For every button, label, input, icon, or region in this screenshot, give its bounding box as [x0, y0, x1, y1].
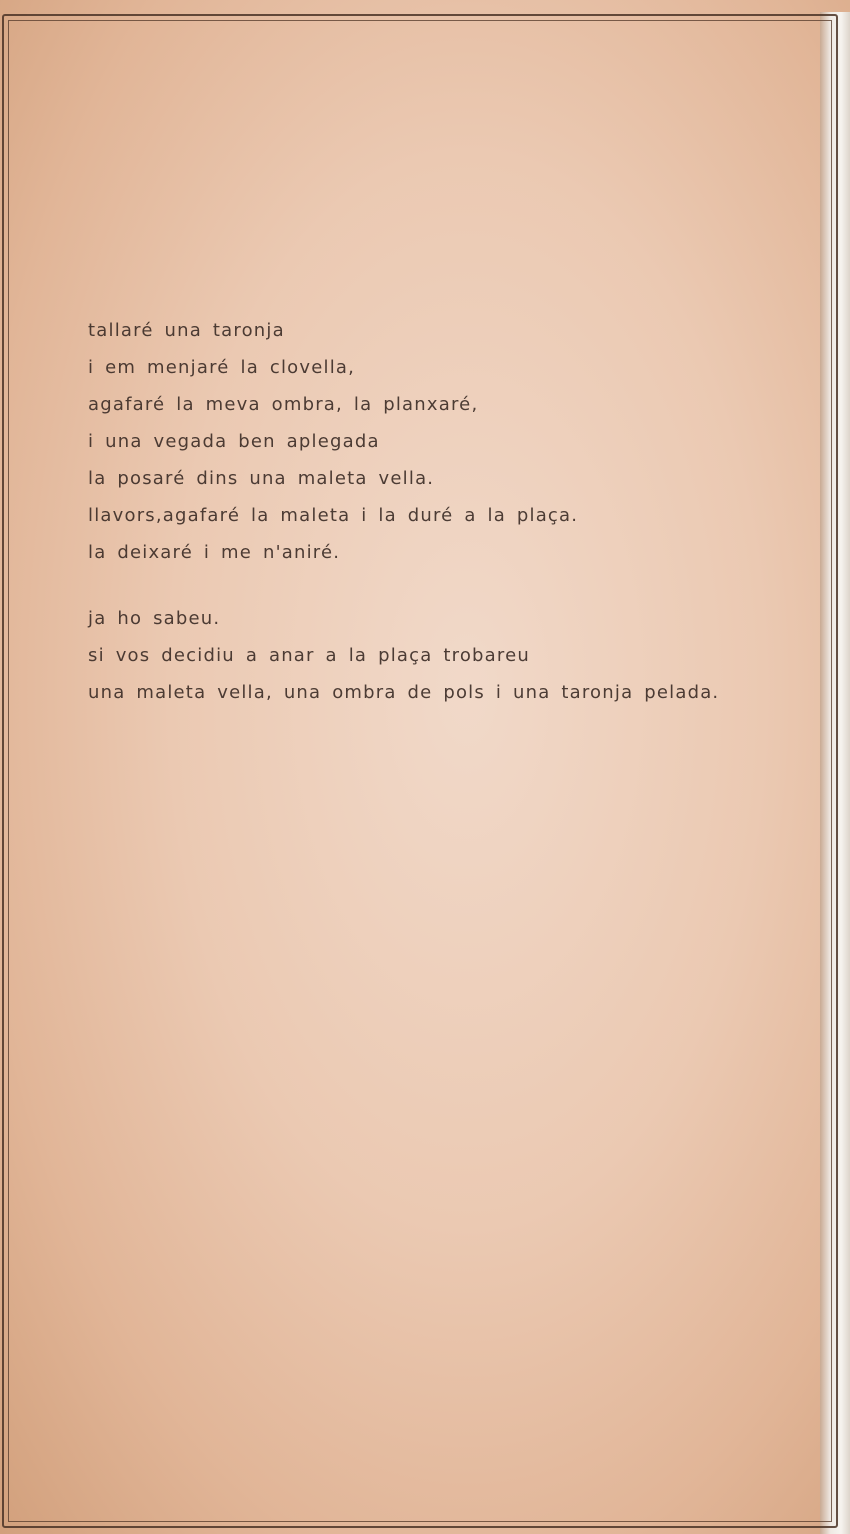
poem-line: una maleta vella, una ombra de pols i una taronja pelada. — [88, 682, 720, 703]
poem-line: si vos decidiu a anar a la plaça trobareu — [88, 645, 530, 666]
page-border-inner — [8, 20, 832, 1522]
poem-text — [88, 312, 768, 711]
stanza-1 — [88, 312, 768, 571]
poem-line: la deixaré i me n'aniré. — [88, 542, 341, 563]
poem-line: la posaré dins una maleta vella. — [88, 468, 435, 489]
poem-line: tallaré una taronja — [88, 320, 285, 341]
stanza-2 — [88, 600, 768, 711]
poem-line: i em menjaré la clovella, — [88, 357, 356, 378]
poem-line: agafaré la meva ombra, la planxaré, — [88, 394, 479, 415]
poem-line: i una vegada ben aplegada — [88, 431, 380, 452]
poem-line: ja ho sabeu. — [88, 608, 221, 629]
poem-line: llavors,agafaré la maleta i la duré a la plaça. — [88, 505, 579, 526]
